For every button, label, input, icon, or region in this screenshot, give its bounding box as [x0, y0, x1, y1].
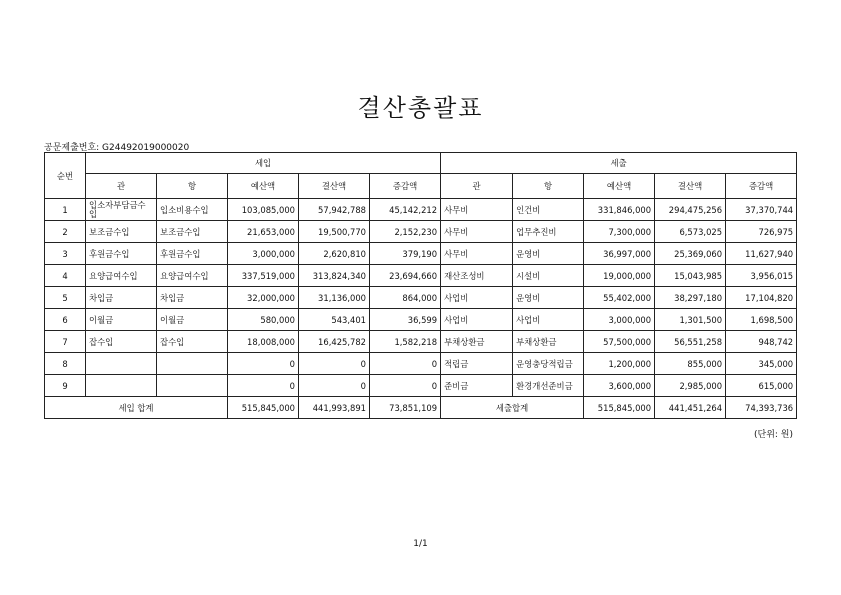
row-number-cell: 3	[45, 243, 86, 265]
expense-col-settlement: 결산액	[655, 174, 726, 199]
expense-total-budget: 515,845,000	[584, 397, 655, 419]
table-row	[45, 353, 797, 375]
table-row	[45, 243, 797, 265]
expense-budget-cell: 55,402,000	[584, 287, 655, 309]
expense-difference-cell: 948,742	[726, 331, 797, 353]
expense-budget-cell: 7,300,000	[584, 221, 655, 243]
income-budget-cell: 0	[228, 353, 299, 375]
income-difference-cell: 864,000	[370, 287, 441, 309]
table-row	[45, 287, 797, 309]
expense-settlement-cell: 6,573,025	[655, 221, 726, 243]
income-gwan-cell: 잡수입	[86, 331, 157, 353]
expense-settlement-cell: 56,551,258	[655, 331, 726, 353]
expense-hang-cell: 운영비	[513, 287, 584, 309]
expense-gwan-cell: 사업비	[441, 309, 513, 331]
expense-col-difference: 증감액	[726, 174, 797, 199]
income-hang-cell	[157, 353, 228, 375]
expense-settlement-cell: 1,301,500	[655, 309, 726, 331]
row-number-cell: 1	[45, 199, 86, 221]
income-hang-cell: 후원금수입	[157, 243, 228, 265]
income-difference-cell: 23,694,660	[370, 265, 441, 287]
expense-settlement-cell: 15,043,985	[655, 265, 726, 287]
expense-total-label: 세출합계	[441, 397, 584, 419]
expense-hang-cell: 환경개선준비금	[513, 375, 584, 397]
income-settlement-cell: 57,942,788	[299, 199, 370, 221]
income-settlement-cell: 31,136,000	[299, 287, 370, 309]
income-hang-cell: 보조금수입	[157, 221, 228, 243]
income-hang-cell: 입소비용수입	[157, 199, 228, 221]
table-body	[45, 199, 797, 397]
expense-settlement-cell: 294,475,256	[655, 199, 726, 221]
income-settlement-cell: 2,620,810	[299, 243, 370, 265]
table-row	[45, 199, 797, 221]
income-difference-cell: 0	[370, 375, 441, 397]
income-difference-cell: 2,152,230	[370, 221, 441, 243]
expense-budget-cell: 331,846,000	[584, 199, 655, 221]
document-number: 공문제출번호: G24492019000020	[44, 143, 190, 153]
expense-budget-cell: 1,200,000	[584, 353, 655, 375]
expense-difference-cell: 37,370,744	[726, 199, 797, 221]
expense-gwan-cell: 사무비	[441, 199, 513, 221]
row-number-cell: 6	[45, 309, 86, 331]
expense-hang-cell: 부채상환금	[513, 331, 584, 353]
expense-settlement-cell: 855,000	[655, 353, 726, 375]
income-budget-cell: 580,000	[228, 309, 299, 331]
expense-hang-cell: 업무추진비	[513, 221, 584, 243]
income-settlement-cell: 313,824,340	[299, 265, 370, 287]
income-budget-cell: 18,008,000	[228, 331, 299, 353]
expense-total-settlement: 441,451,264	[655, 397, 726, 419]
table-row	[45, 309, 797, 331]
expense-budget-cell: 57,500,000	[584, 331, 655, 353]
table-row	[45, 265, 797, 287]
row-number-cell: 5	[45, 287, 86, 309]
row-number-cell: 2	[45, 221, 86, 243]
expense-difference-cell: 17,104,820	[726, 287, 797, 309]
income-col-difference: 증감액	[370, 174, 441, 199]
income-col-hang: 항	[157, 174, 228, 199]
income-hang-cell: 잡수입	[157, 331, 228, 353]
expense-gwan-cell: 적립금	[441, 353, 513, 375]
expense-gwan-cell: 부채상환금	[441, 331, 513, 353]
unit-note: (단위: 원)	[754, 430, 793, 440]
income-col-settlement: 결산액	[299, 174, 370, 199]
expense-gwan-cell: 재산조성비	[441, 265, 513, 287]
expense-hang-cell: 운영비	[513, 243, 584, 265]
expense-col-hang: 항	[513, 174, 584, 199]
document-title: 결산총괄표	[357, 94, 484, 122]
income-hang-cell	[157, 375, 228, 397]
expense-settlement-cell: 38,297,180	[655, 287, 726, 309]
income-budget-cell: 32,000,000	[228, 287, 299, 309]
expense-settlement-cell: 25,369,060	[655, 243, 726, 265]
income-settlement-cell: 0	[299, 375, 370, 397]
seq-header: 순번	[45, 153, 86, 199]
income-settlement-cell: 19,500,770	[299, 221, 370, 243]
expense-section-header: 세출	[441, 153, 797, 174]
expense-col-gwan: 관	[441, 174, 513, 199]
expense-gwan-cell: 사무비	[441, 243, 513, 265]
income-total-label: 세입 합계	[45, 397, 228, 419]
income-budget-cell: 103,085,000	[228, 199, 299, 221]
expense-difference-cell: 3,956,015	[726, 265, 797, 287]
expense-budget-cell: 3,000,000	[584, 309, 655, 331]
income-budget-cell: 0	[228, 375, 299, 397]
row-number-cell: 7	[45, 331, 86, 353]
income-settlement-cell: 543,401	[299, 309, 370, 331]
income-hang-cell: 요양급여수입	[157, 265, 228, 287]
expense-difference-cell: 726,975	[726, 221, 797, 243]
expense-difference-cell: 11,627,940	[726, 243, 797, 265]
income-settlement-cell: 16,425,782	[299, 331, 370, 353]
table-row	[45, 221, 797, 243]
income-section-header: 세입	[86, 153, 441, 174]
expense-gwan-cell: 사무비	[441, 221, 513, 243]
expense-difference-cell: 615,000	[726, 375, 797, 397]
income-gwan-cell: 요양급여수입	[86, 265, 157, 287]
income-gwan-cell: 이월금	[86, 309, 157, 331]
expense-budget-cell: 19,000,000	[584, 265, 655, 287]
income-hang-cell: 차입금	[157, 287, 228, 309]
table-row	[45, 331, 797, 353]
income-difference-cell: 45,142,212	[370, 199, 441, 221]
income-difference-cell: 0	[370, 353, 441, 375]
income-budget-cell: 337,519,000	[228, 265, 299, 287]
table-row	[45, 375, 797, 397]
page-number: 1/1	[413, 539, 428, 549]
income-col-budget: 예산액	[228, 174, 299, 199]
income-gwan-cell: 보조금수입	[86, 221, 157, 243]
income-difference-cell: 36,599	[370, 309, 441, 331]
expense-difference-cell: 345,000	[726, 353, 797, 375]
income-budget-cell: 21,653,000	[228, 221, 299, 243]
income-difference-cell: 379,190	[370, 243, 441, 265]
expense-hang-cell: 운영충당적립금	[513, 353, 584, 375]
row-number-cell: 9	[45, 375, 86, 397]
expense-difference-cell: 1,698,500	[726, 309, 797, 331]
income-settlement-cell: 0	[299, 353, 370, 375]
income-difference-cell: 1,582,218	[370, 331, 441, 353]
expense-hang-cell: 사업비	[513, 309, 584, 331]
income-gwan-cell	[86, 353, 157, 375]
expense-col-budget: 예산액	[584, 174, 655, 199]
expense-gwan-cell: 준비금	[441, 375, 513, 397]
expense-budget-cell: 3,600,000	[584, 375, 655, 397]
expense-total-difference: 74,393,736	[726, 397, 797, 419]
income-hang-cell: 이월금	[157, 309, 228, 331]
row-number-cell: 8	[45, 353, 86, 375]
expense-hang-cell: 인건비	[513, 199, 584, 221]
income-gwan-cell: 차입금	[86, 287, 157, 309]
row-number-cell: 4	[45, 265, 86, 287]
income-total-difference: 73,851,109	[370, 397, 441, 419]
income-total-budget: 515,845,000	[228, 397, 299, 419]
income-gwan-cell: 입소자부담금수입	[86, 199, 157, 221]
income-budget-cell: 3,000,000	[228, 243, 299, 265]
expense-budget-cell: 36,997,000	[584, 243, 655, 265]
expense-hang-cell: 시설비	[513, 265, 584, 287]
income-col-gwan: 관	[86, 174, 157, 199]
income-total-settlement: 441,993,891	[299, 397, 370, 419]
income-gwan-cell	[86, 375, 157, 397]
expense-gwan-cell: 사업비	[441, 287, 513, 309]
income-gwan-cell: 후원금수입	[86, 243, 157, 265]
expense-settlement-cell: 2,985,000	[655, 375, 726, 397]
totals-row	[45, 397, 797, 419]
settlement-summary-table	[44, 152, 797, 419]
